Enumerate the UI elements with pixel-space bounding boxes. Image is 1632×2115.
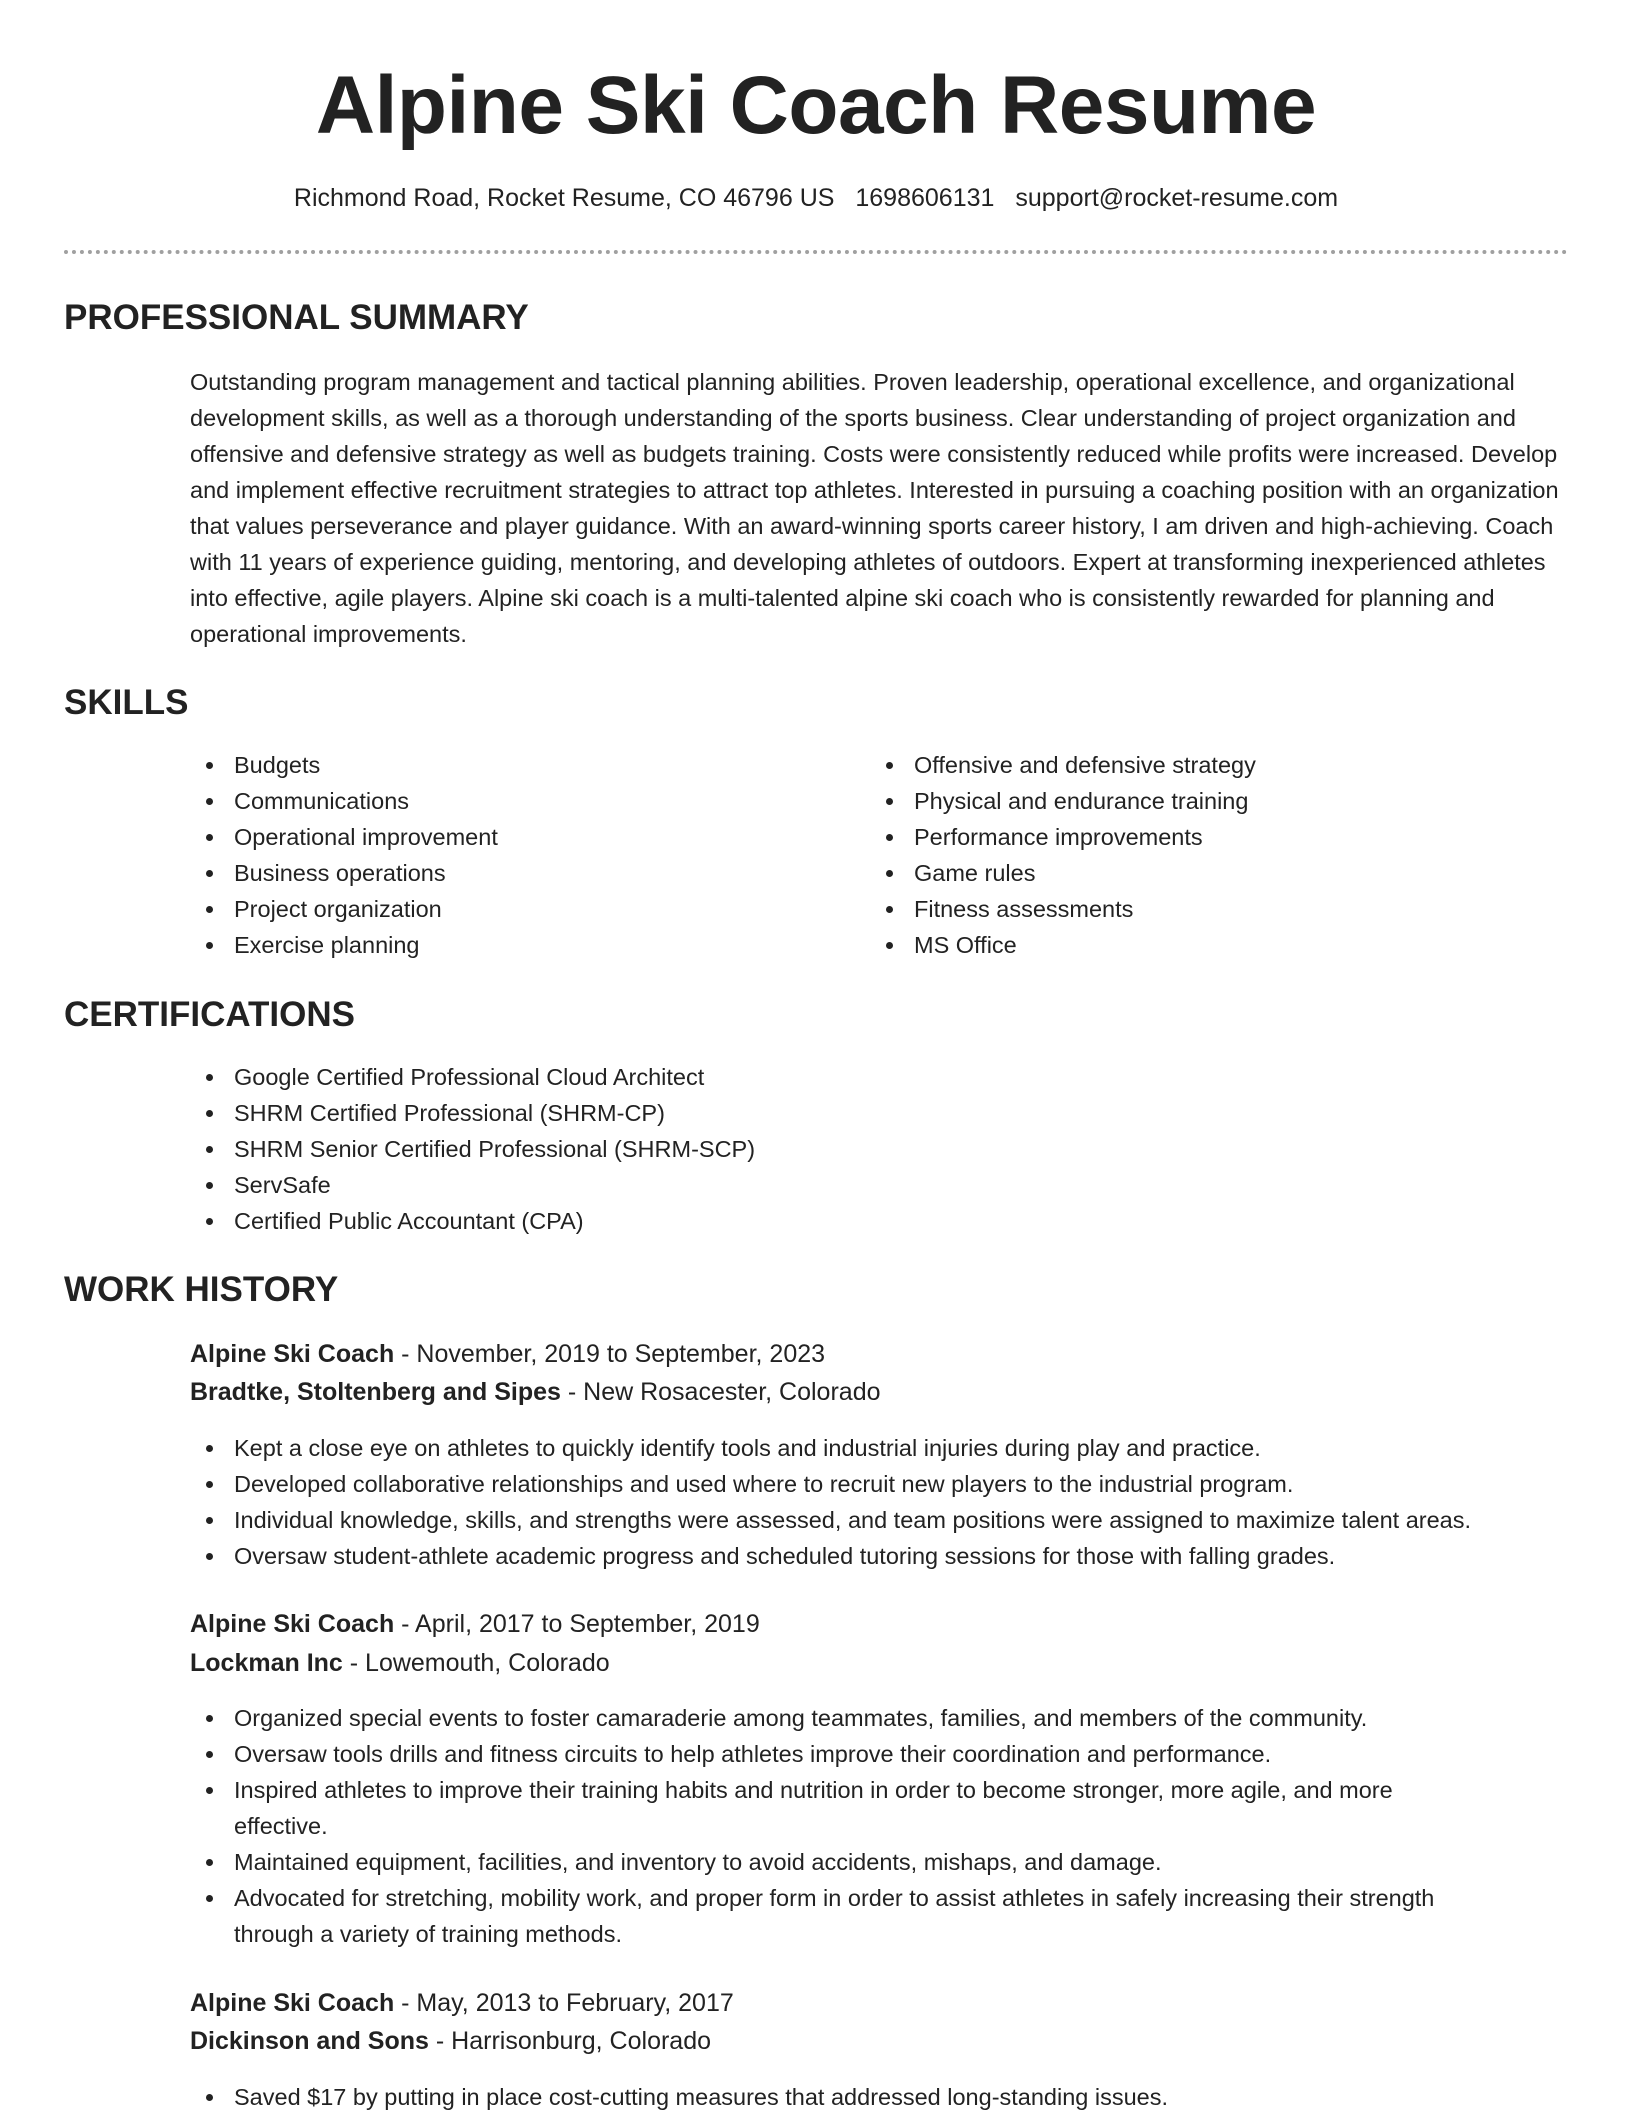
job-company: Bradtke, Stoltenberg and Sipes — [190, 1378, 561, 1406]
certification-item: Google Certified Professional Cloud Architect — [190, 1059, 1550, 1095]
contact-phone: 1698606131 — [855, 184, 995, 212]
skill-item: Budgets — [190, 747, 850, 783]
contact-line — [0, 180, 1632, 216]
job-duty: Advocated for stretching, mobility work, and proper form in order to assist athletes in safely increasing their strength through a variety of training methods. — [190, 1880, 1480, 1952]
contact-address: Richmond Road, Rocket Resume, CO 46796 US — [293, 184, 835, 212]
skill-item: Operational improvement — [190, 819, 850, 855]
job-location: - New Rosacester, Colorado — [560, 1378, 881, 1406]
skill-item: Performance improvements — [870, 819, 1550, 855]
skill-item: Fitness assessments — [870, 891, 1550, 927]
job-title: Alpine Ski Coach — [190, 1989, 395, 2017]
skill-item: Game rules — [870, 855, 1550, 891]
job-duties-list — [190, 1700, 1480, 1952]
job-duty: Oversaw tools drills and fitness circuits to help athletes improve their coordination and performance. — [190, 1736, 1480, 1772]
skill-item: Offensive and defensive strategy — [870, 747, 1550, 783]
skills-heading: SKILLS — [64, 683, 189, 722]
job-location: - Lowemouth, Colorado — [342, 1649, 610, 1677]
job-title: Alpine Ski Coach — [190, 1610, 395, 1638]
job-company-line — [190, 2022, 711, 2060]
job-dates: - May, 2013 to February, 2017 — [394, 1989, 734, 2017]
contact-email: support@rocket-resume.com — [1015, 184, 1339, 212]
job-duty: Saved $17 by putting in place cost-cutting measures that addressed long-standing issues. — [190, 2079, 1570, 2115]
skill-item: MS Office — [870, 927, 1550, 963]
job-company-line — [190, 1644, 610, 1682]
work-history-heading: WORK HISTORY — [64, 1270, 339, 1309]
job-company-line — [190, 1373, 881, 1411]
job-duty: Inspired athletes to improve their training habits and nutrition in order to become stronger, more agile, and more effective. — [190, 1772, 1480, 1844]
header-divider — [64, 250, 1568, 254]
skills-list-left — [190, 747, 850, 963]
certification-item: Certified Public Accountant (CPA) — [190, 1203, 1550, 1239]
job-duties-list — [190, 2079, 1570, 2115]
job-location: - Harrisonburg, Colorado — [428, 2027, 712, 2055]
job-duty: Individual knowledge, skills, and strengths were assessed, and team positions were assigned to maximize talent areas. — [190, 1502, 1570, 1538]
certifications-list — [190, 1059, 1550, 1239]
job-title-line — [190, 1984, 734, 2022]
job-duties-list — [190, 1430, 1570, 1574]
job-duty: Kept a close eye on athletes to quickly identify tools and industrial injuries during play and practice. — [190, 1430, 1570, 1466]
job-dates: - April, 2017 to September, 2019 — [394, 1610, 760, 1638]
skills-list-right — [870, 747, 1550, 963]
job-duty: Developed collaborative relationships and used where to recruit new players to the industrial program. — [190, 1466, 1570, 1502]
summary-text: Outstanding program management and tactical planning abilities. Proven leadership, operational excellence, and organizational development skills, as well as a thorough understanding of the sports business. Clear understanding of project organization and offensive and defensive strategy as well as budgets training. Costs were consistently reduced while profits were increased. Develop and implement effective recruitment strategies to attract top athletes. Interested in pursuing a coaching position with an organization that values perseverance and player guidance. With an award-winning sports career history, I am driven and high-achieving. Coach with 11 years of experience guiding, mentoring, and developing athletes of outdoors. Expert at transforming inexperienced athletes into effective, agile players. Alpine ski coach is a multi-talented alpine ski coach who is consistently rewarded for planning and operational improvements. — [190, 369, 1559, 647]
skill-item: Communications — [190, 783, 850, 819]
job-duty: Oversaw student-athlete academic progress and scheduled tutoring sessions for those with falling grades. — [190, 1538, 1570, 1574]
job-duty: Maintained equipment, facilities, and inventory to avoid accidents, mishaps, and damage. — [190, 1844, 1480, 1880]
job-company: Lockman Inc — [190, 1649, 343, 1677]
resume-title: Alpine Ski Coach Resume — [315, 60, 1317, 151]
skill-item: Physical and endurance training — [870, 783, 1550, 819]
summary-heading: PROFESSIONAL SUMMARY — [64, 298, 529, 337]
job-dates: - November, 2019 to September, 2023 — [394, 1340, 826, 1368]
job-company: Dickinson and Sons — [190, 2027, 429, 2055]
skill-item: Business operations — [190, 855, 850, 891]
job-title-line — [190, 1605, 760, 1643]
certification-item: ServSafe — [190, 1167, 1550, 1203]
certification-item: SHRM Certified Professional (SHRM-CP) — [190, 1095, 1550, 1131]
certification-item: SHRM Senior Certified Professional (SHRM-SCP) — [190, 1131, 1550, 1167]
skill-item: Exercise planning — [190, 927, 850, 963]
job-title-line — [190, 1335, 825, 1373]
job-duty: Organized special events to foster camaraderie among teammates, families, and members of the community. — [190, 1700, 1480, 1736]
skill-item: Project organization — [190, 891, 850, 927]
certifications-heading: CERTIFICATIONS — [64, 995, 356, 1034]
job-title: Alpine Ski Coach — [190, 1340, 395, 1368]
